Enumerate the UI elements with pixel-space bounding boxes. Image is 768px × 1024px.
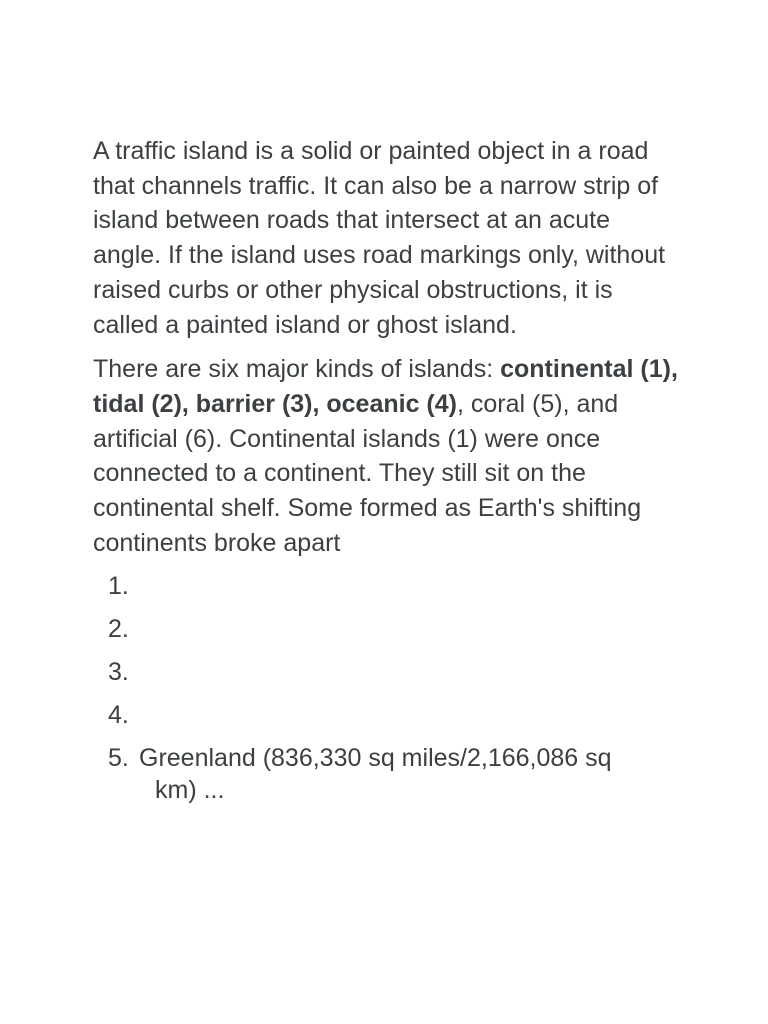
- list-item-text-line2: km) ...: [155, 775, 225, 804]
- list-item: [93, 570, 683, 602]
- list-item-text: [139, 613, 683, 645]
- list-item-text: [139, 570, 683, 602]
- document-content: [93, 134, 683, 816]
- paragraph-island-kinds: [93, 352, 683, 560]
- list-item-text-line1: Greenland (836,330 sq miles/2,166,086 sq: [139, 743, 612, 772]
- list-item: [93, 613, 683, 645]
- paragraph-bold-text: continental (1), tidal (2), barrier (3), oceanic (4): [93, 355, 678, 418]
- list-item-number: 3.: [108, 658, 129, 687]
- list-item-text: [139, 742, 683, 806]
- list-item-text: [139, 656, 683, 688]
- list-item: [93, 656, 683, 688]
- list-item-text: [139, 699, 683, 731]
- list-item-number: 2.: [108, 615, 129, 644]
- paragraph-intro-text: There are six major kinds of islands:: [93, 355, 501, 384]
- list-item: [93, 699, 683, 731]
- list-item-number: 1.: [108, 572, 129, 601]
- list-item-number: 4.: [108, 700, 129, 729]
- paragraph-rest-text: , coral (5), and artificial (6). Continental islands (1) were once connected to a continent. They still sit on the continental shelf. Some formed as Earth's shifting continents broke apart: [93, 389, 642, 557]
- paragraph-traffic-island: A traffic island is a solid or painted object in a road that channels traffic. It can also be a narrow strip of island between roads that intersect at an acute angle. If the island uses road markings only, without raised curbs or other physical obstructions, it is called a painted island or ghost island.: [93, 137, 666, 339]
- numbered-list: [93, 570, 683, 805]
- list-item: [93, 742, 683, 806]
- list-item-number: 5.: [108, 743, 129, 772]
